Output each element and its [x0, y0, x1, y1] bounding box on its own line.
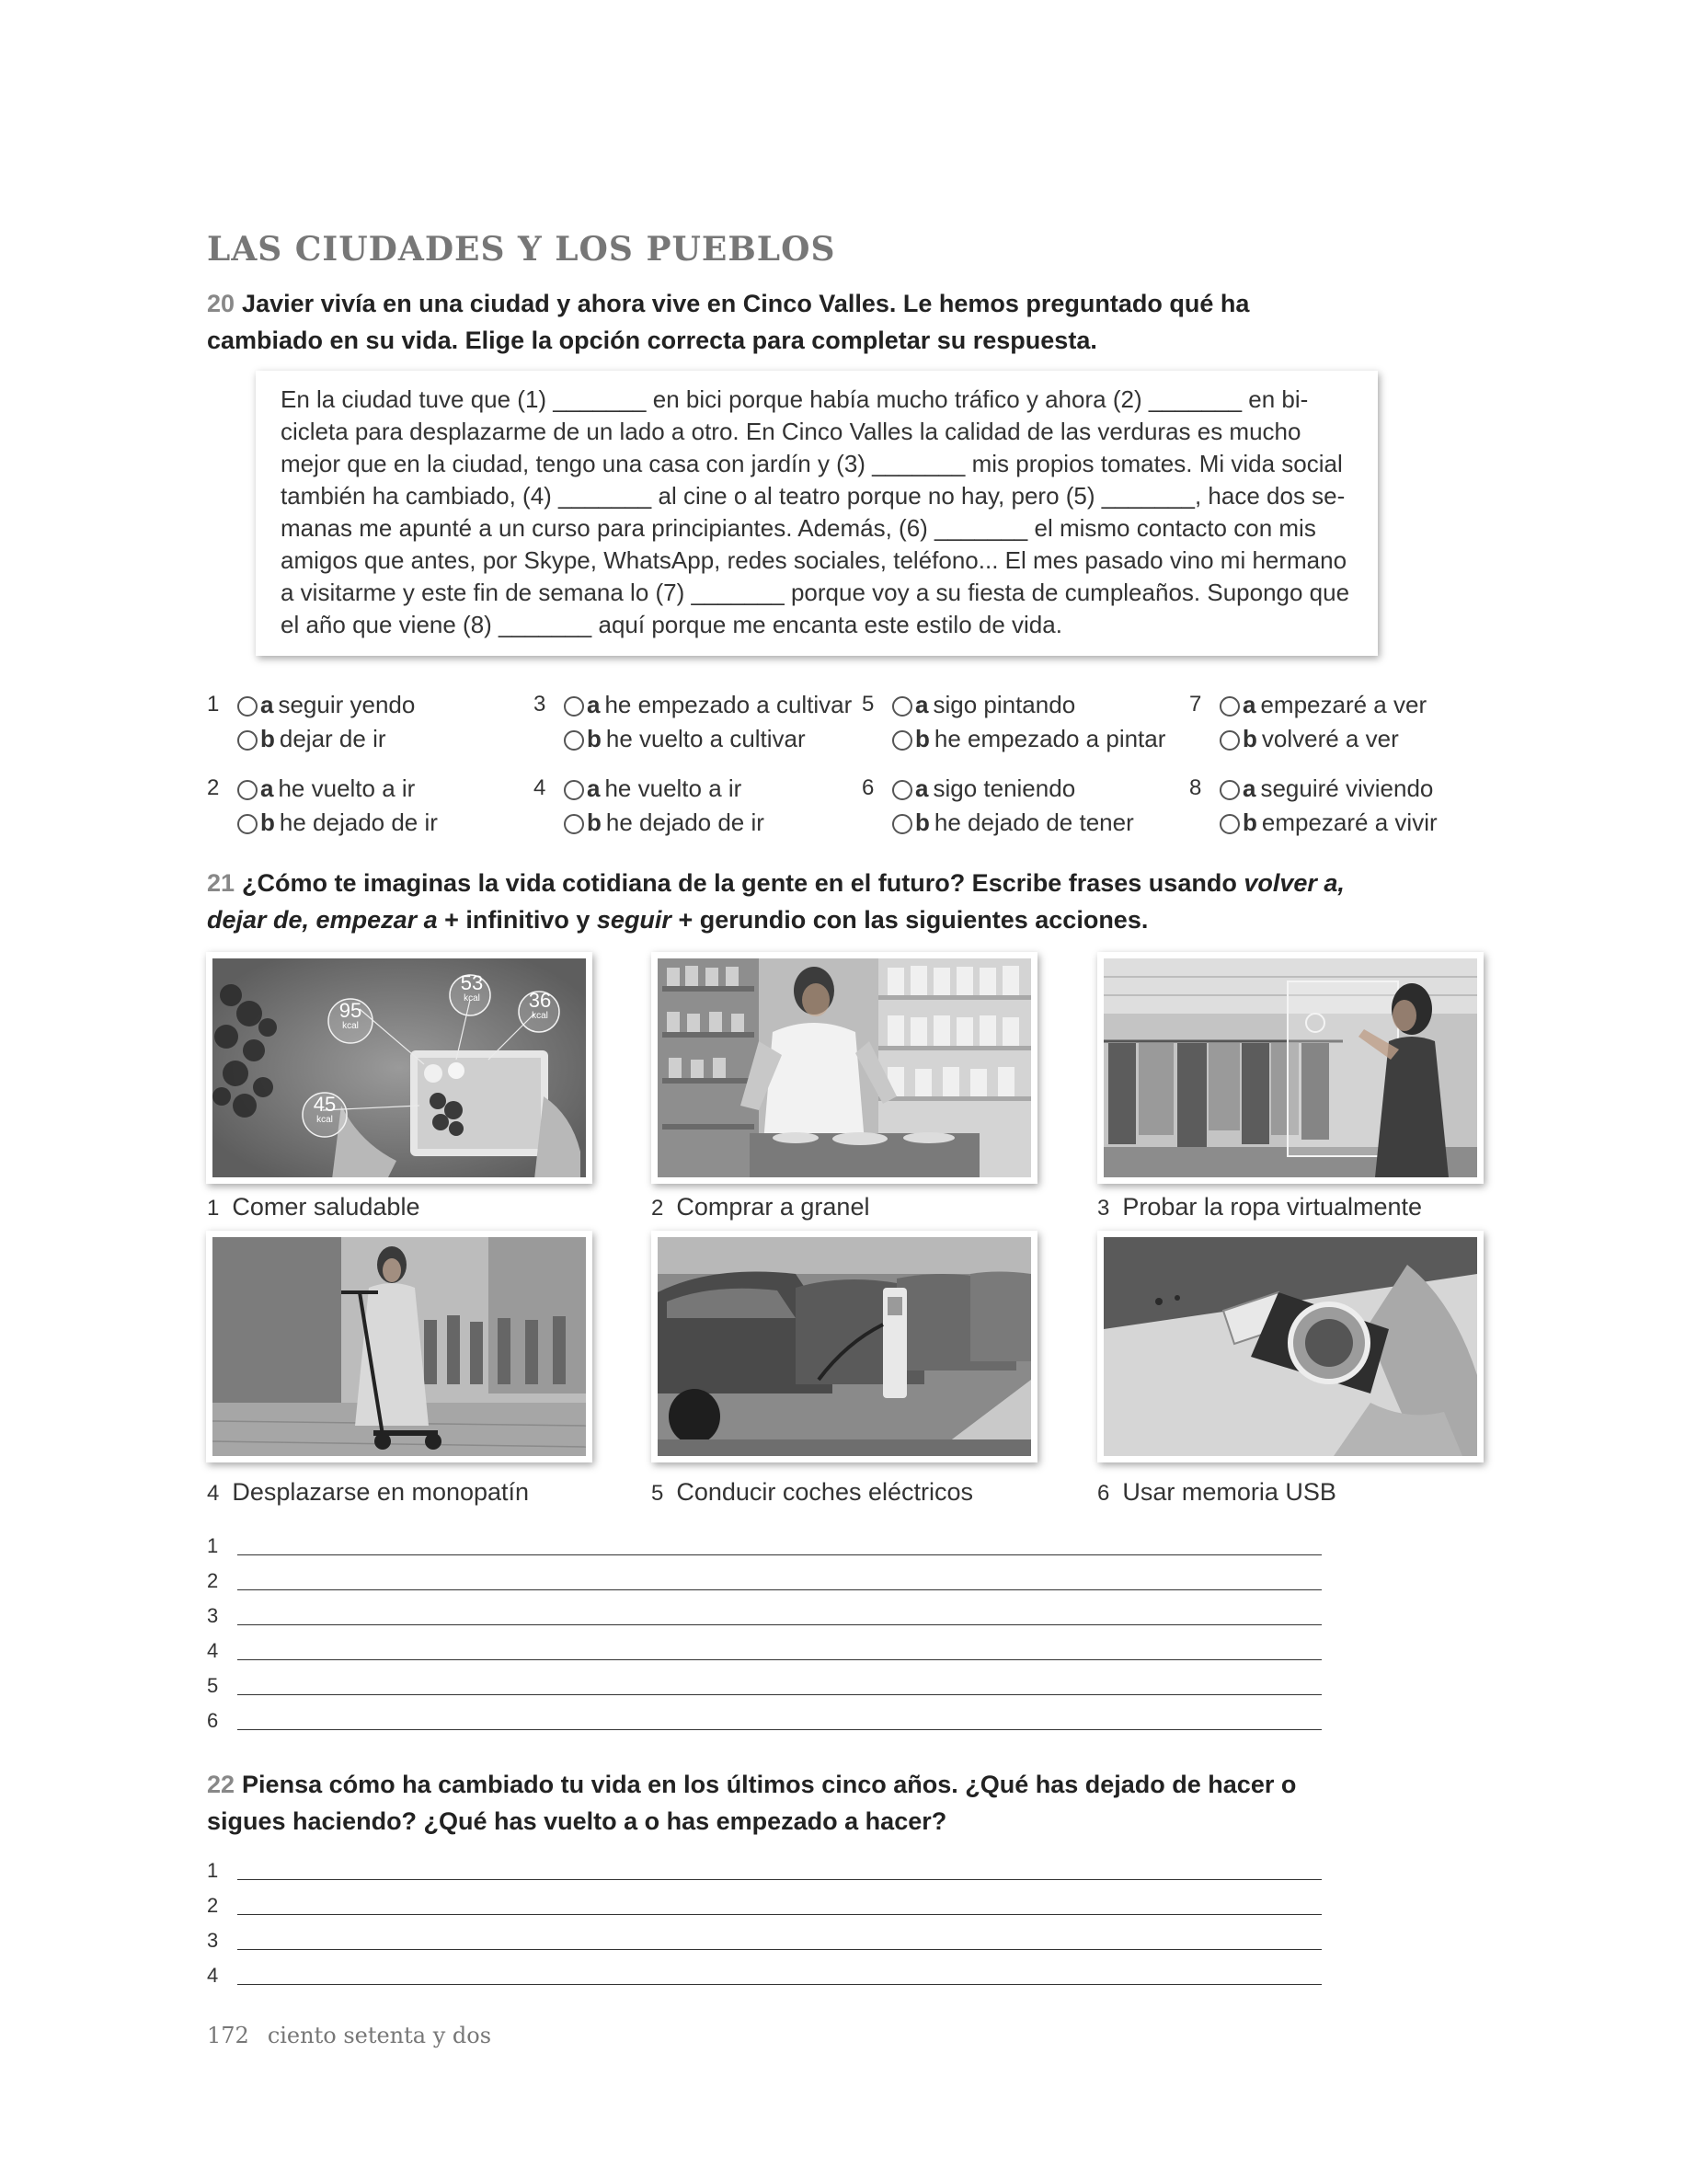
caption-text: Comprar a granel [676, 1193, 870, 1221]
heading-line: Javier vivía en una ciudad y ahora vive en Cinco Valles. Le hemos preguntado qué ha [242, 290, 1250, 317]
radio-circle-icon[interactable] [564, 696, 584, 717]
writing-line-21-1[interactable] [207, 1531, 1322, 1565]
line-number: 2 [207, 1894, 219, 1917]
option-7a[interactable] [1220, 688, 1427, 721]
option-2a[interactable] [237, 772, 415, 805]
heading-line: cambiado en su vida. Elige la opción correcta para completar su respuesta. [207, 327, 1097, 354]
electric-cars-charging-image [658, 1237, 1031, 1456]
option-7b[interactable] [1220, 722, 1399, 755]
exercise-number: 22 [207, 1771, 235, 1798]
text-line: mejor que en la ciudad, tengo una casa con jardín y (3) _______ mis propios tomates. Mi vida social [281, 450, 1343, 477]
line-number: 1 [207, 1534, 219, 1557]
radio-circle-icon[interactable] [892, 730, 912, 751]
exercise-number: 21 [207, 869, 235, 897]
caption-text: Comer saludable [232, 1193, 420, 1221]
answer-rule[interactable] [237, 1949, 1322, 1950]
line-number: 3 [207, 1929, 219, 1952]
caption-text: Desplazarse en monopatín [232, 1478, 530, 1506]
option-2b[interactable] [237, 806, 438, 839]
radio-circle-icon[interactable] [1220, 696, 1240, 717]
caption-1 [207, 1193, 419, 1221]
text-line: también ha cambiado, (4) _______ al cine o al teatro porque no hay, pero (5) _______, hace dos se- [281, 482, 1346, 510]
section-title: LAS CIUDADES Y LOS PUEBLOS [207, 230, 836, 269]
caption-number: 3 [1097, 1196, 1110, 1221]
option-3a[interactable] [564, 688, 852, 721]
option-text: sigo pintando [933, 691, 1076, 718]
line-number: 1 [207, 1859, 219, 1882]
answer-rule[interactable] [237, 1879, 1322, 1880]
photo-electric-cars [651, 1231, 1037, 1462]
photo-bulk-shopping [651, 952, 1037, 1184]
caption-number: 6 [1097, 1481, 1110, 1506]
photo-healthy-eating [206, 952, 592, 1184]
option-letter: b [587, 725, 602, 752]
option-number: 1 [207, 692, 220, 717]
answer-rule[interactable] [237, 1984, 1322, 1985]
answer-rule[interactable] [237, 1914, 1322, 1915]
option-letter: a [587, 774, 601, 802]
caption-4 [207, 1478, 529, 1507]
caption-text: Usar memoria USB [1122, 1478, 1336, 1506]
photo-virtual-fitting [1097, 952, 1484, 1184]
option-number: 3 [533, 692, 546, 717]
option-number: 8 [1189, 775, 1202, 800]
caption-number: 2 [651, 1196, 664, 1221]
text-line: manas me apunté a un curso para principiantes. Además, (6) _______ el mismo contacto con mis [281, 514, 1316, 542]
heading-italic: dejar de, empezar a [207, 906, 438, 934]
answer-rule[interactable] [237, 1589, 1322, 1590]
radio-circle-icon[interactable] [892, 780, 912, 800]
caption-2 [651, 1193, 869, 1221]
line-number: 4 [207, 1639, 219, 1662]
option-letter: b [915, 725, 930, 752]
radio-circle-icon[interactable] [564, 730, 584, 751]
writing-line-22-1[interactable] [207, 1855, 1322, 1890]
line-number: 6 [207, 1709, 219, 1732]
heading-line: sigues haciendo? ¿Qué has vuelto a o has empezado a hacer? [207, 1807, 947, 1835]
option-text: he vuelto a ir [278, 774, 416, 802]
writing-line-22-3[interactable] [207, 1925, 1322, 1960]
text-line: a visitarme y este fin de semana lo (7) _______ porque voy a su fiesta de cumpleaños. Supongo que [281, 579, 1350, 606]
option-text: empezaré a ver [1260, 691, 1427, 718]
caption-5 [651, 1478, 973, 1507]
answer-rule[interactable] [237, 1694, 1322, 1695]
heading-italic: seguir [596, 906, 671, 934]
option-letter: a [260, 691, 274, 718]
radio-circle-icon[interactable] [564, 780, 584, 800]
option-text: sigo teniendo [933, 774, 1076, 802]
writing-line-22-4[interactable] [207, 1960, 1322, 1995]
line-number: 2 [207, 1569, 219, 1592]
option-letter: b [260, 809, 275, 836]
option-text: seguir yendo [278, 691, 416, 718]
caption-3 [1097, 1193, 1422, 1221]
option-6a[interactable] [892, 772, 1075, 805]
kcal-value: 45 [313, 1093, 337, 1116]
heading-italic: volver a, [1244, 869, 1345, 897]
writing-line-22-2[interactable] [207, 1890, 1322, 1925]
option-letter: b [1243, 809, 1257, 836]
option-letter: b [915, 809, 930, 836]
page-number-words: ciento setenta y dos [267, 2023, 492, 2048]
radio-circle-icon[interactable] [237, 696, 258, 717]
option-number: 4 [533, 775, 546, 800]
option-letter: b [587, 809, 602, 836]
option-8b[interactable] [1220, 806, 1438, 839]
option-1b[interactable] [237, 722, 386, 755]
writing-line-21-4[interactable] [207, 1635, 1322, 1670]
kcal-value: 53 [460, 971, 484, 994]
radio-circle-icon[interactable] [892, 814, 912, 834]
line-number: 5 [207, 1674, 219, 1697]
page-number: 172 [207, 2023, 249, 2048]
caption-number: 4 [207, 1481, 220, 1506]
writing-line-21-2[interactable] [207, 1565, 1322, 1600]
scooter-woman-image [212, 1237, 586, 1456]
caption-number: 1 [207, 1196, 220, 1221]
option-3b[interactable] [564, 722, 806, 755]
answer-rule[interactable] [237, 1624, 1322, 1625]
radio-circle-icon[interactable] [1220, 814, 1240, 834]
exercise-number: 20 [207, 290, 235, 317]
writing-line-21-3[interactable] [207, 1600, 1322, 1635]
option-4a[interactable] [564, 772, 741, 805]
line-number: 3 [207, 1604, 219, 1627]
caption-number: 5 [651, 1481, 664, 1506]
option-number: 7 [1189, 692, 1202, 717]
option-letter: b [260, 725, 275, 752]
option-8a[interactable] [1220, 772, 1433, 805]
option-5a[interactable] [892, 688, 1075, 721]
radio-circle-icon[interactable] [237, 730, 258, 751]
kcal-value: 95 [338, 999, 362, 1022]
photo-usb-stick [1097, 1231, 1484, 1462]
kcal-unit: kcal [342, 1021, 359, 1031]
radio-circle-icon[interactable] [564, 814, 584, 834]
option-letter: a [260, 774, 274, 802]
radio-circle-icon[interactable] [892, 696, 912, 717]
option-text: he dejado de ir [279, 809, 438, 836]
option-letter: b [1243, 725, 1257, 752]
option-letter: a [915, 691, 929, 718]
radio-circle-icon[interactable] [237, 780, 258, 800]
kcal-unit: kcal [532, 1011, 548, 1021]
text-line: cicleta para desplazarme de un lado a otro. En Cinco Valles la calidad de las verduras es mucho [281, 418, 1301, 445]
exercise-20-text-box [256, 371, 1378, 656]
option-text: he empezado a cultivar [604, 691, 853, 718]
option-text: seguiré viviendo [1260, 774, 1434, 802]
option-1a[interactable] [237, 688, 415, 721]
option-text: dejar de ir [279, 725, 386, 752]
answer-rule[interactable] [237, 1729, 1322, 1730]
option-letter: a [587, 691, 601, 718]
writing-line-21-5[interactable] [207, 1670, 1322, 1705]
kcal-unit: kcal [316, 1115, 333, 1125]
clothing-store-image [1104, 958, 1477, 1177]
exercise-22-heading [207, 1766, 1296, 1840]
writing-line-21-6[interactable] [207, 1705, 1322, 1740]
option-text: he dejado de tener [934, 809, 1134, 836]
option-letter: a [1243, 774, 1256, 802]
option-text: volveré a ver [1261, 725, 1399, 752]
photo-scooter [206, 1231, 592, 1462]
caption-text: Conducir coches eléctricos [676, 1478, 974, 1506]
heading-line: Piensa cómo ha cambiado tu vida en los últimos cinco años. ¿Qué has dejado de hacer o [242, 1771, 1297, 1798]
caption-text: Probar la ropa virtualmente [1122, 1193, 1423, 1221]
option-text: he vuelto a ir [604, 774, 742, 802]
option-text: he empezado a pintar [934, 725, 1166, 752]
answer-rule[interactable] [237, 1659, 1322, 1660]
text-line: En la ciudad tuve que (1) _______ en bici porque había mucho tráfico y ahora (2) _______ en bi- [281, 385, 1309, 413]
option-4b[interactable] [564, 806, 764, 839]
exercise-21-heading [207, 865, 1345, 938]
option-text: he dejado de ir [605, 809, 764, 836]
option-letter: a [1243, 691, 1256, 718]
text-line: amigos que antes, por Skype, WhatsApp, redes sociales, teléfono... El mes pasado vino mi hermano [281, 546, 1347, 574]
kcal-value: 36 [528, 989, 552, 1012]
option-text: he vuelto a cultivar [605, 725, 806, 752]
text-line: el año que viene (8) _______ aquí porque me encanta este estilo de vida. [281, 611, 1062, 638]
option-5b[interactable] [892, 722, 1165, 755]
heading-text: ¿Cómo te imaginas la vida cotidiana de la gente en el futuro? Escribe frases usando [242, 869, 1244, 897]
radio-circle-icon[interactable] [1220, 780, 1240, 800]
heading-text: + infinitivo y [437, 906, 597, 934]
caption-6 [1097, 1478, 1336, 1507]
line-number: 4 [207, 1964, 219, 1987]
answer-rule[interactable] [237, 1554, 1322, 1555]
radio-circle-icon[interactable] [237, 814, 258, 834]
page-footer [207, 2023, 491, 2048]
option-number: 6 [862, 775, 875, 800]
option-number: 5 [862, 692, 875, 717]
option-number: 2 [207, 775, 220, 800]
store-shelves-image [658, 958, 1031, 1177]
exercise-20-heading [207, 285, 1249, 359]
option-letter: a [915, 774, 929, 802]
option-text: empezaré a vivir [1261, 809, 1438, 836]
radio-circle-icon[interactable] [1220, 730, 1240, 751]
heading-text: + gerundio con las siguientes acciones. [671, 906, 1149, 934]
usb-memory-image [1104, 1237, 1477, 1456]
kcal-unit: kcal [464, 993, 480, 1003]
option-6b[interactable] [892, 806, 1134, 839]
